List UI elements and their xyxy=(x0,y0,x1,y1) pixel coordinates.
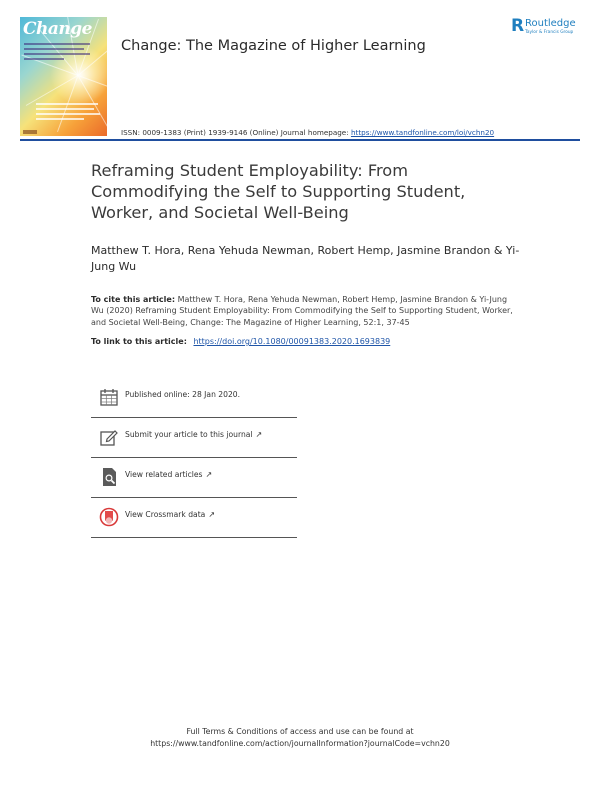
cover-text-line xyxy=(36,108,94,110)
journal-title[interactable]: Change: The Magazine of Higher Learning xyxy=(121,38,426,54)
edit-icon xyxy=(99,427,119,447)
cover-footer-mark xyxy=(23,130,37,134)
crossmark-link[interactable] xyxy=(125,510,215,519)
related-articles-label: View related articles xyxy=(125,470,203,479)
related-articles-box[interactable] xyxy=(91,459,297,498)
crossmark-box[interactable] xyxy=(91,499,297,538)
issn-text: ISSN: 0009-1383 (Print) 1939-9146 (Online) Journal homepage: xyxy=(121,128,349,137)
publisher-subtitle: Taylor & Francis Group xyxy=(525,30,574,35)
cover-text-line xyxy=(36,118,84,120)
submit-article-box[interactable] xyxy=(91,419,297,458)
cover-headline-line xyxy=(24,48,84,50)
journal-homepage-link[interactable]: https://www.tandfonline.com/loi/vchn20 xyxy=(350,128,495,137)
published-online-text: Published online: 28 Jan 2020. xyxy=(125,390,241,399)
header-divider xyxy=(20,139,580,141)
crossmark-icon xyxy=(99,507,119,527)
publisher-name: Routledge xyxy=(525,18,576,29)
cover-title: Change xyxy=(23,19,92,39)
article-authors: Matthew T. Hora, Rena Yehuda Newman, Robert Hemp, Jasmine Brandon & Yi-Jung Wu xyxy=(91,244,520,273)
routledge-logo[interactable] xyxy=(511,17,591,39)
related-articles-link[interactable] xyxy=(125,470,212,479)
issn-line xyxy=(121,128,494,137)
cover-headline-line xyxy=(24,43,90,45)
external-link-icon: ↗ xyxy=(205,470,213,479)
external-link-icon: ↗ xyxy=(255,430,263,439)
external-link-icon: ↗ xyxy=(208,510,216,519)
doi-label: To link to this article: xyxy=(91,337,187,346)
journal-cover-image xyxy=(20,17,107,136)
doi-link[interactable]: https://doi.org/10.1080/00091383.2020.1693839 xyxy=(193,337,391,346)
terms-footer xyxy=(0,726,600,750)
calendar-icon xyxy=(99,387,119,407)
crossmark-label: View Crossmark data xyxy=(125,510,206,519)
routledge-r-icon: R xyxy=(511,16,525,36)
published-online-box xyxy=(91,379,297,418)
cover-text-line xyxy=(36,113,100,115)
cover-text-line xyxy=(36,103,98,105)
terms-text: Full Terms & Conditions of access and use can be found at xyxy=(186,727,414,736)
search-document-icon xyxy=(99,467,119,487)
citation-label: To cite this article: xyxy=(91,295,176,304)
terms-url-link[interactable]: https://www.tandfonline.com/action/journalInformation?journalCode=vchn20 xyxy=(150,739,450,748)
citation-text: Matthew T. Hora, Rena Yehuda Newman, Robert Hemp, Jasmine Brandon & Yi-Jung Wu (2020) Reframing Student Employability: From Commodifying the Self to Supporting Student, Worker, and Societal Well-Being, Change: The Magazine of Higher Learning, 52:1, 37-45 xyxy=(91,295,513,327)
article-title: Reframing Student Employability: From Commodifying the Self to Supporting Student, Worker, and Societal Well-Being xyxy=(91,161,466,222)
citation-block xyxy=(91,294,521,328)
doi-line xyxy=(91,337,390,346)
submit-article-link[interactable] xyxy=(125,430,262,439)
cover-headline-line xyxy=(24,53,90,55)
cover-headline-line xyxy=(24,58,64,60)
submit-article-label: Submit your article to this journal xyxy=(125,430,253,439)
